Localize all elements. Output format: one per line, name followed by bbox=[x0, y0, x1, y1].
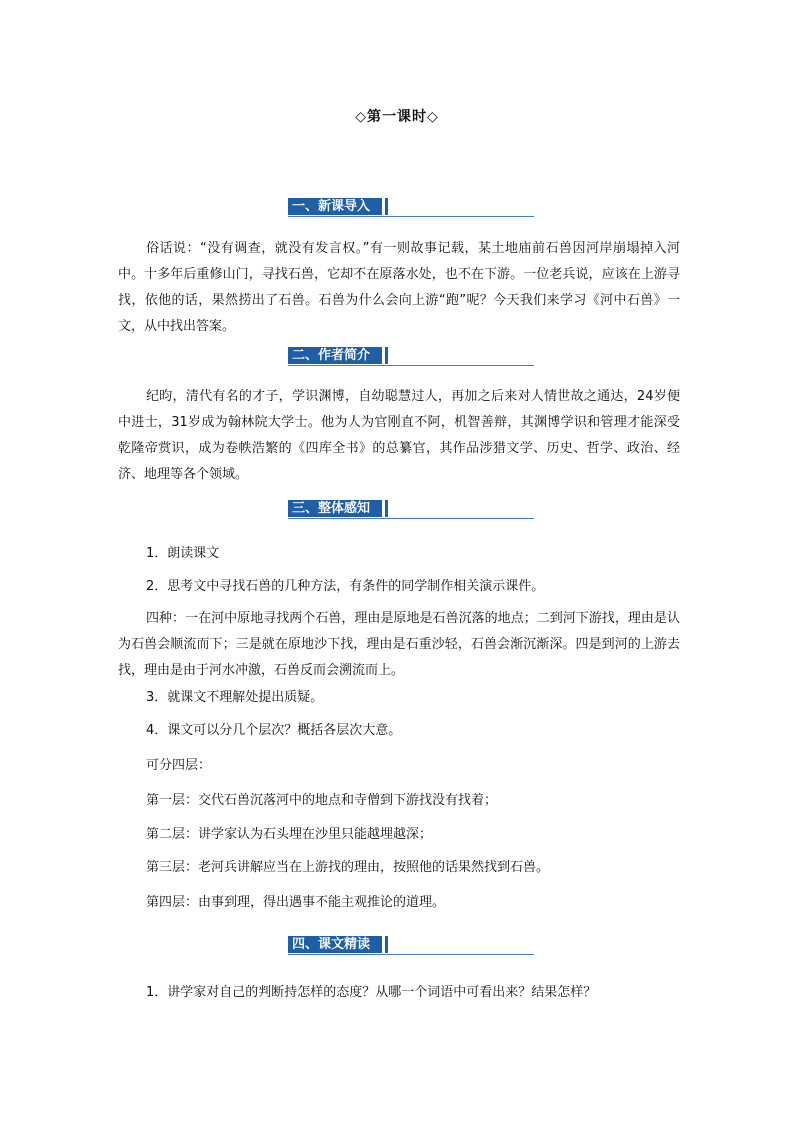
overview-item-1: 1．朗读课文 bbox=[146, 546, 220, 561]
intro-paragraph: 俗话说：“没有调查，就没有发言权。”有一则故事记载，某土地庙前石兽因河岸崩塌掉入河中。十多年后重修山门，寻找石兽，它却不在原落水处，也不在下游。一位老兵说，应该在上游寻找，依他的话，果然捞出了石兽。石兽为什么会向上游“跑”呢？今天我们来学习《河中石兽》一文，从中找出答案。 bbox=[118, 241, 680, 334]
overview-answer-2: 四种：一在河中原地寻找两个石兽，理由是原地是石兽沉落的地点；二到河下游找，理由是认为石兽会顺流而下；三是就在原地沙下找，理由是石重沙轻，石兽会渐沉渐深。四是到河的上游去找，理由是由于河水冲激，石兽反而会溯流而上。 bbox=[118, 611, 680, 678]
section-rule bbox=[288, 954, 534, 955]
layer-1: 第一层：交代石兽沉落河中的地点和寺僧到下游找没有找着； bbox=[146, 793, 498, 808]
section-marker bbox=[385, 936, 388, 953]
page-title: ◇第一课时◇ bbox=[355, 109, 439, 125]
layers-intro: 可分四层： bbox=[146, 758, 212, 773]
section-rule bbox=[288, 216, 534, 217]
section-header-close-reading bbox=[288, 936, 534, 958]
section-label: 三、整体感知 bbox=[288, 500, 382, 517]
layer-4: 第四层：由事到理，得出遇事不能主观推论的道理。 bbox=[146, 895, 446, 910]
overview-item-4: 4．课文可以分几个层次？概括各层次大意。 bbox=[146, 723, 402, 738]
section-header-overview bbox=[288, 500, 534, 522]
section-rule bbox=[288, 365, 534, 366]
close-reading-question-1: 1．讲学家对自己的判断持怎样的态度？从哪一个词语中可看出来？结果怎样？ bbox=[146, 985, 597, 1000]
section-label: 二、作者简介 bbox=[288, 347, 382, 364]
section-rule bbox=[288, 518, 534, 519]
section-label: 四、课文精读 bbox=[288, 936, 382, 953]
section-marker bbox=[385, 198, 388, 215]
section-marker bbox=[385, 347, 388, 364]
author-paragraph: 纪昀，清代有名的才子，学识渊博，自幼聪慧过人，再加之后来对人情世故之通达，24岁便中进士，31岁成为翰林院大学士。他为人为官刚直不阿，机智善辩，其渊博学识和管理才能深受乾隆帝赏识，成为卷帙浩繁的《四库全书》的总纂官，其作品涉猎文学、历史、哲学、政治、经济、地理等各个领域。 bbox=[118, 389, 680, 482]
section-marker bbox=[385, 500, 388, 517]
section-header-author bbox=[288, 347, 534, 369]
layer-3: 第三层：老河兵讲解应当在上游找的理由，按照他的话果然找到石兽。 bbox=[146, 860, 550, 875]
overview-item-2: 2．思考文中寻找石兽的几种方法，有条件的同学制作相关演示课件。 bbox=[146, 579, 545, 594]
overview-item-3: 3．就课文不理解处提出质疑。 bbox=[146, 690, 324, 705]
section-label: 一、新课导入 bbox=[288, 198, 382, 215]
layer-2: 第二层：讲学家认为石头埋在沙里只能越埋越深； bbox=[146, 827, 433, 842]
section-header-intro bbox=[288, 198, 534, 220]
